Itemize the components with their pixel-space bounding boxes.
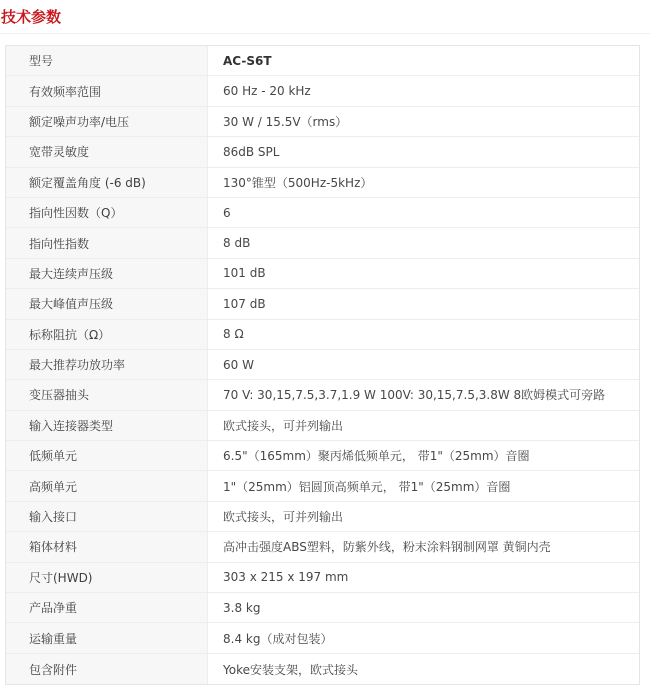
table-row: [6, 289, 639, 319]
table-row: [6, 441, 639, 471]
spec-label: 额定噪声功率/电压: [6, 107, 208, 136]
spec-value: 欧式接头，可并列输出: [208, 502, 639, 531]
page-title: 技术参数: [1, 8, 62, 26]
spec-label: 包含附件: [6, 654, 208, 684]
spec-value: 60 W: [208, 350, 639, 379]
table-row: [6, 532, 639, 562]
spec-value: 欧式接头，可并列输出: [208, 411, 639, 440]
table-row: [6, 623, 639, 653]
spec-value: 6: [208, 198, 639, 227]
spec-label: 运输重量: [6, 623, 208, 652]
table-row: [6, 593, 639, 623]
spec-value: 8.4 kg（成对包装）: [208, 623, 639, 652]
spec-label: 变压器抽头: [6, 380, 208, 409]
table-row: [6, 46, 639, 76]
spec-label: 额定覆盖角度 (-6 dB): [6, 168, 208, 197]
table-row: [6, 137, 639, 167]
title-divider: [0, 33, 650, 34]
spec-label: 输入连接器类型: [6, 411, 208, 440]
table-row: [6, 198, 639, 228]
table-row: [6, 350, 639, 380]
spec-table: [5, 45, 640, 685]
spec-value: 130°锥型（500Hz-5kHz）: [208, 168, 639, 197]
spec-label: 最大连续声压级: [6, 259, 208, 288]
spec-label: 型号: [6, 46, 208, 75]
spec-value: AC-S6T: [208, 46, 639, 75]
table-row: [6, 320, 639, 350]
spec-value: 高冲击强度ABS塑料，防紫外线，粉末涂料钢制网罩 黄铜内壳: [208, 532, 639, 561]
spec-label: 指向性因数（Q）: [6, 198, 208, 227]
spec-label: 有效频率范围: [6, 76, 208, 105]
table-row: [6, 168, 639, 198]
spec-label: 输入接口: [6, 502, 208, 531]
table-row: [6, 563, 639, 593]
spec-value: 101 dB: [208, 259, 639, 288]
spec-label: 最大推荐功放功率: [6, 350, 208, 379]
spec-value: 303 x 215 x 197 mm: [208, 563, 639, 592]
table-row: [6, 107, 639, 137]
spec-label: 标称阻抗（Ω）: [6, 320, 208, 349]
spec-label: 产品净重: [6, 593, 208, 622]
table-row: [6, 411, 639, 441]
spec-value: 3.8 kg: [208, 593, 639, 622]
spec-value: 8 Ω: [208, 320, 639, 349]
spec-value: Yoke安装支架，欧式接头: [208, 654, 639, 684]
spec-value: 86dB SPL: [208, 137, 639, 166]
table-row: [6, 228, 639, 258]
table-row: [6, 654, 639, 684]
table-row: [6, 502, 639, 532]
spec-label: 指向性指数: [6, 228, 208, 257]
table-row: [6, 471, 639, 501]
spec-value: 107 dB: [208, 289, 639, 318]
table-row: [6, 259, 639, 289]
spec-value: 30 W / 15.5V（rms）: [208, 107, 639, 136]
spec-label: 高频单元: [6, 471, 208, 500]
spec-value: 6.5"（165mm）聚丙烯低频单元， 带1"（25mm）音圈: [208, 441, 639, 470]
spec-label: 低频单元: [6, 441, 208, 470]
spec-value: 8 dB: [208, 228, 639, 257]
spec-value: 70 V: 30,15,7.5,3.7,1.9 W 100V: 30,15,7.5,3.8W 8欧姆模式可旁路: [208, 380, 639, 409]
spec-label: 宽带灵敏度: [6, 137, 208, 166]
spec-label: 箱体材料: [6, 532, 208, 561]
table-row: [6, 380, 639, 410]
spec-value: 60 Hz - 20 kHz: [208, 76, 639, 105]
spec-value: 1"（25mm）铝圆顶高频单元， 带1"（25mm）音圈: [208, 471, 639, 500]
spec-label: 尺寸(HWD): [6, 563, 208, 592]
spec-label: 最大峰值声压级: [6, 289, 208, 318]
table-row: [6, 76, 639, 106]
